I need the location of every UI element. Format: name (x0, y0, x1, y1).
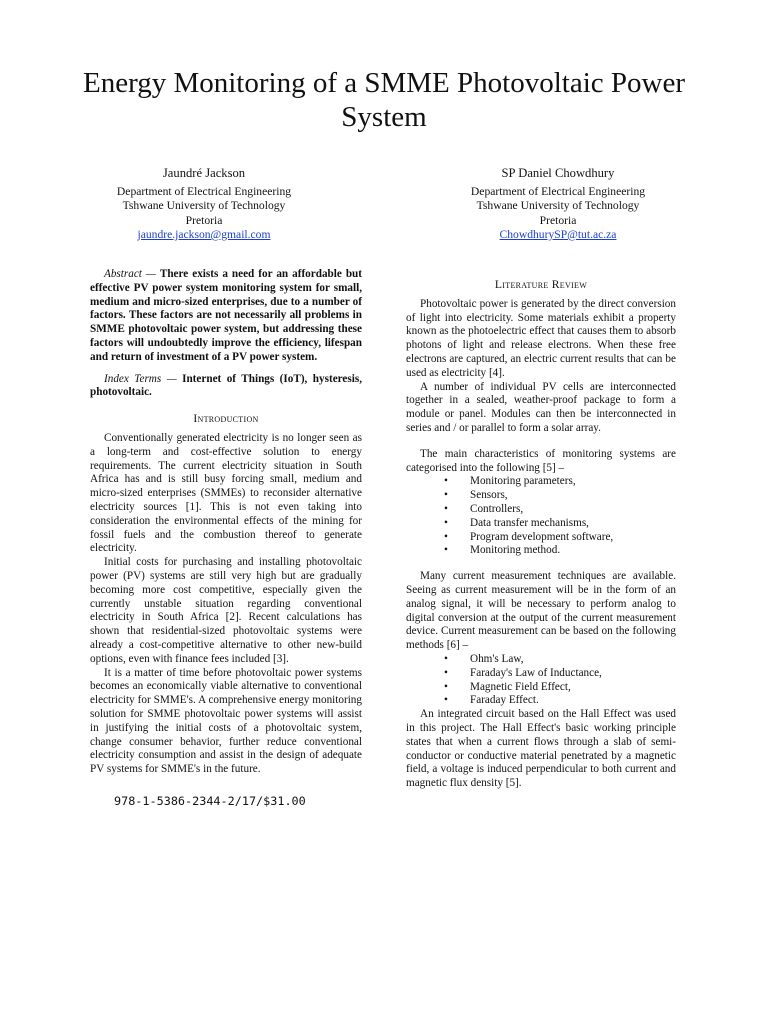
list-item: • Program development software, (406, 531, 676, 545)
paragraph: A number of individual PV cells are interconnected together in a sealed, weather-proof package to form a module or panel. Modules can then be interconnected in series and / or parallel to form a solar array. (406, 380, 676, 434)
author-city: Pretoria (539, 213, 577, 227)
author-email-link[interactable]: jaundre.jackson@gmail.com (137, 227, 271, 241)
characteristics-list (406, 475, 676, 558)
literature-review-heading: Literature Review (494, 278, 588, 291)
author-university: Tshwane University of Technology (122, 199, 286, 213)
author-block-1 (84, 166, 324, 242)
author-name: Jaundré Jackson (162, 166, 246, 180)
paper-title: Energy Monitoring of a SMME Photovoltaic Power System (83, 67, 685, 133)
author-university: Tshwane University of Technology (476, 199, 640, 213)
measurement-intro: Many current measurement techniques are available. Seeing as current measurement will be in the form of an analog signal, it will be necessary to perform analog to digital conversion at the output of the current measurement device. Current measurement can be based on the following methods [6] – (406, 570, 676, 652)
list-item: • Ohm's Law, (406, 653, 676, 667)
abstract (90, 268, 362, 365)
list-item: • Controllers, (406, 503, 676, 517)
list-item: • Faraday's Law of Inductance, (406, 667, 676, 681)
hall-effect-paragraph: An integrated circuit based on the Hall Effect was used in this project. The Hall Effect's basic working principle states that when a current flows through a slab of semi-conductor or conductive material penetrated by a magnetic field, a voltage is induced perpendicular to both current and magnetic flux density [5]. (406, 708, 676, 790)
list-item: • Sensors, (406, 489, 676, 503)
list-item: • Monitoring parameters, (406, 475, 676, 489)
methods-list (406, 653, 676, 708)
list-item: • Faraday Effect. (406, 694, 676, 708)
paragraph: Photovoltaic power is generated by the direct conversion of light into electricity. Some materials exhibit a property known as the photoelectric effect that causes them to absorb photons of light and release electrons. When these free electrons are captured, an electric current results that can be used as electricity [4]. (406, 297, 676, 379)
list-item: • Data transfer mechanisms, (406, 517, 676, 531)
abstract-separator: — (141, 268, 160, 280)
index-terms-label: Index Terms (104, 372, 162, 385)
author-name: SP Daniel Chowdhury (501, 166, 615, 180)
author-department: Department of Electrical Engineering (470, 185, 646, 199)
abstract-text: There exists a need for an affordable but effective PV power system monitoring system for small, medium and micro-sized enterprises, due to a number of factors. These factors are not necessarily all problems in SMME photovoltaic power system, but addressing these factors will undoubtedly improve the efficiency, lifespan and return of investment of a PV power system. (90, 268, 363, 363)
right-column (406, 278, 676, 791)
list-item: • Monitoring method. (406, 544, 676, 558)
introduction-heading: Introduction (193, 412, 259, 426)
index-terms (90, 373, 362, 401)
list-item: • Magnetic Field Effect, (406, 681, 676, 695)
author-block-2 (438, 166, 678, 242)
author-email-link[interactable]: ChowdhurySP@tut.ac.za (499, 227, 617, 241)
left-column (90, 268, 362, 809)
abstract-label: Abstract (104, 268, 142, 280)
paragraph: It is a matter of time before photovoltaic power systems becomes an economically viable alternative to conventional electricity for SMME's. A comprehensive energy monitoring solution for SMME photovoltaic power systems will assist in justifying the initial costs of a photovoltaic system, change consumer behavior, further reduce conventional electricity consumption and assist in the design of adequate PV systems for SMME's in the future. (90, 666, 362, 776)
isbn-footer: 978-1-5386-2344-2/17/$31.00 (114, 793, 306, 808)
author-city: Pretoria (185, 213, 223, 227)
characteristics-intro: The main characteristics of monitoring systems are categorised into the following [5] – (406, 447, 676, 474)
index-terms-text: Internet of Things (IoT), hysteresis, photovoltaic. (90, 372, 362, 399)
author-department: Department of Electrical Engineering (116, 185, 292, 199)
paragraph: Initial costs for purchasing and installing photovoltaic power (PV) systems are still very high but are gradually becoming more cost competitive, especially given the currently unstable situation regarding conventional electricity in South Africa [2]. Recent calculations has shown that residential-sized photovoltaic systems were already a cost-competitive alternative to other new-build options, even with finance fees included [3]. (90, 556, 362, 665)
index-terms-separator: — (161, 372, 183, 385)
paragraph: Conventionally generated electricity is no longer seen as a long-term and cost-effective solution to energy requirements. The current electricity situation in South Africa has and is still busy forcing small, medium and micro-sized enterprises (SMMEs) to reconsider alternative electricity sources [1]. This is not even taking into consideration the environmental effects of the mining for fossil fuels and the combustion thereof to generate electricity. (90, 431, 362, 555)
